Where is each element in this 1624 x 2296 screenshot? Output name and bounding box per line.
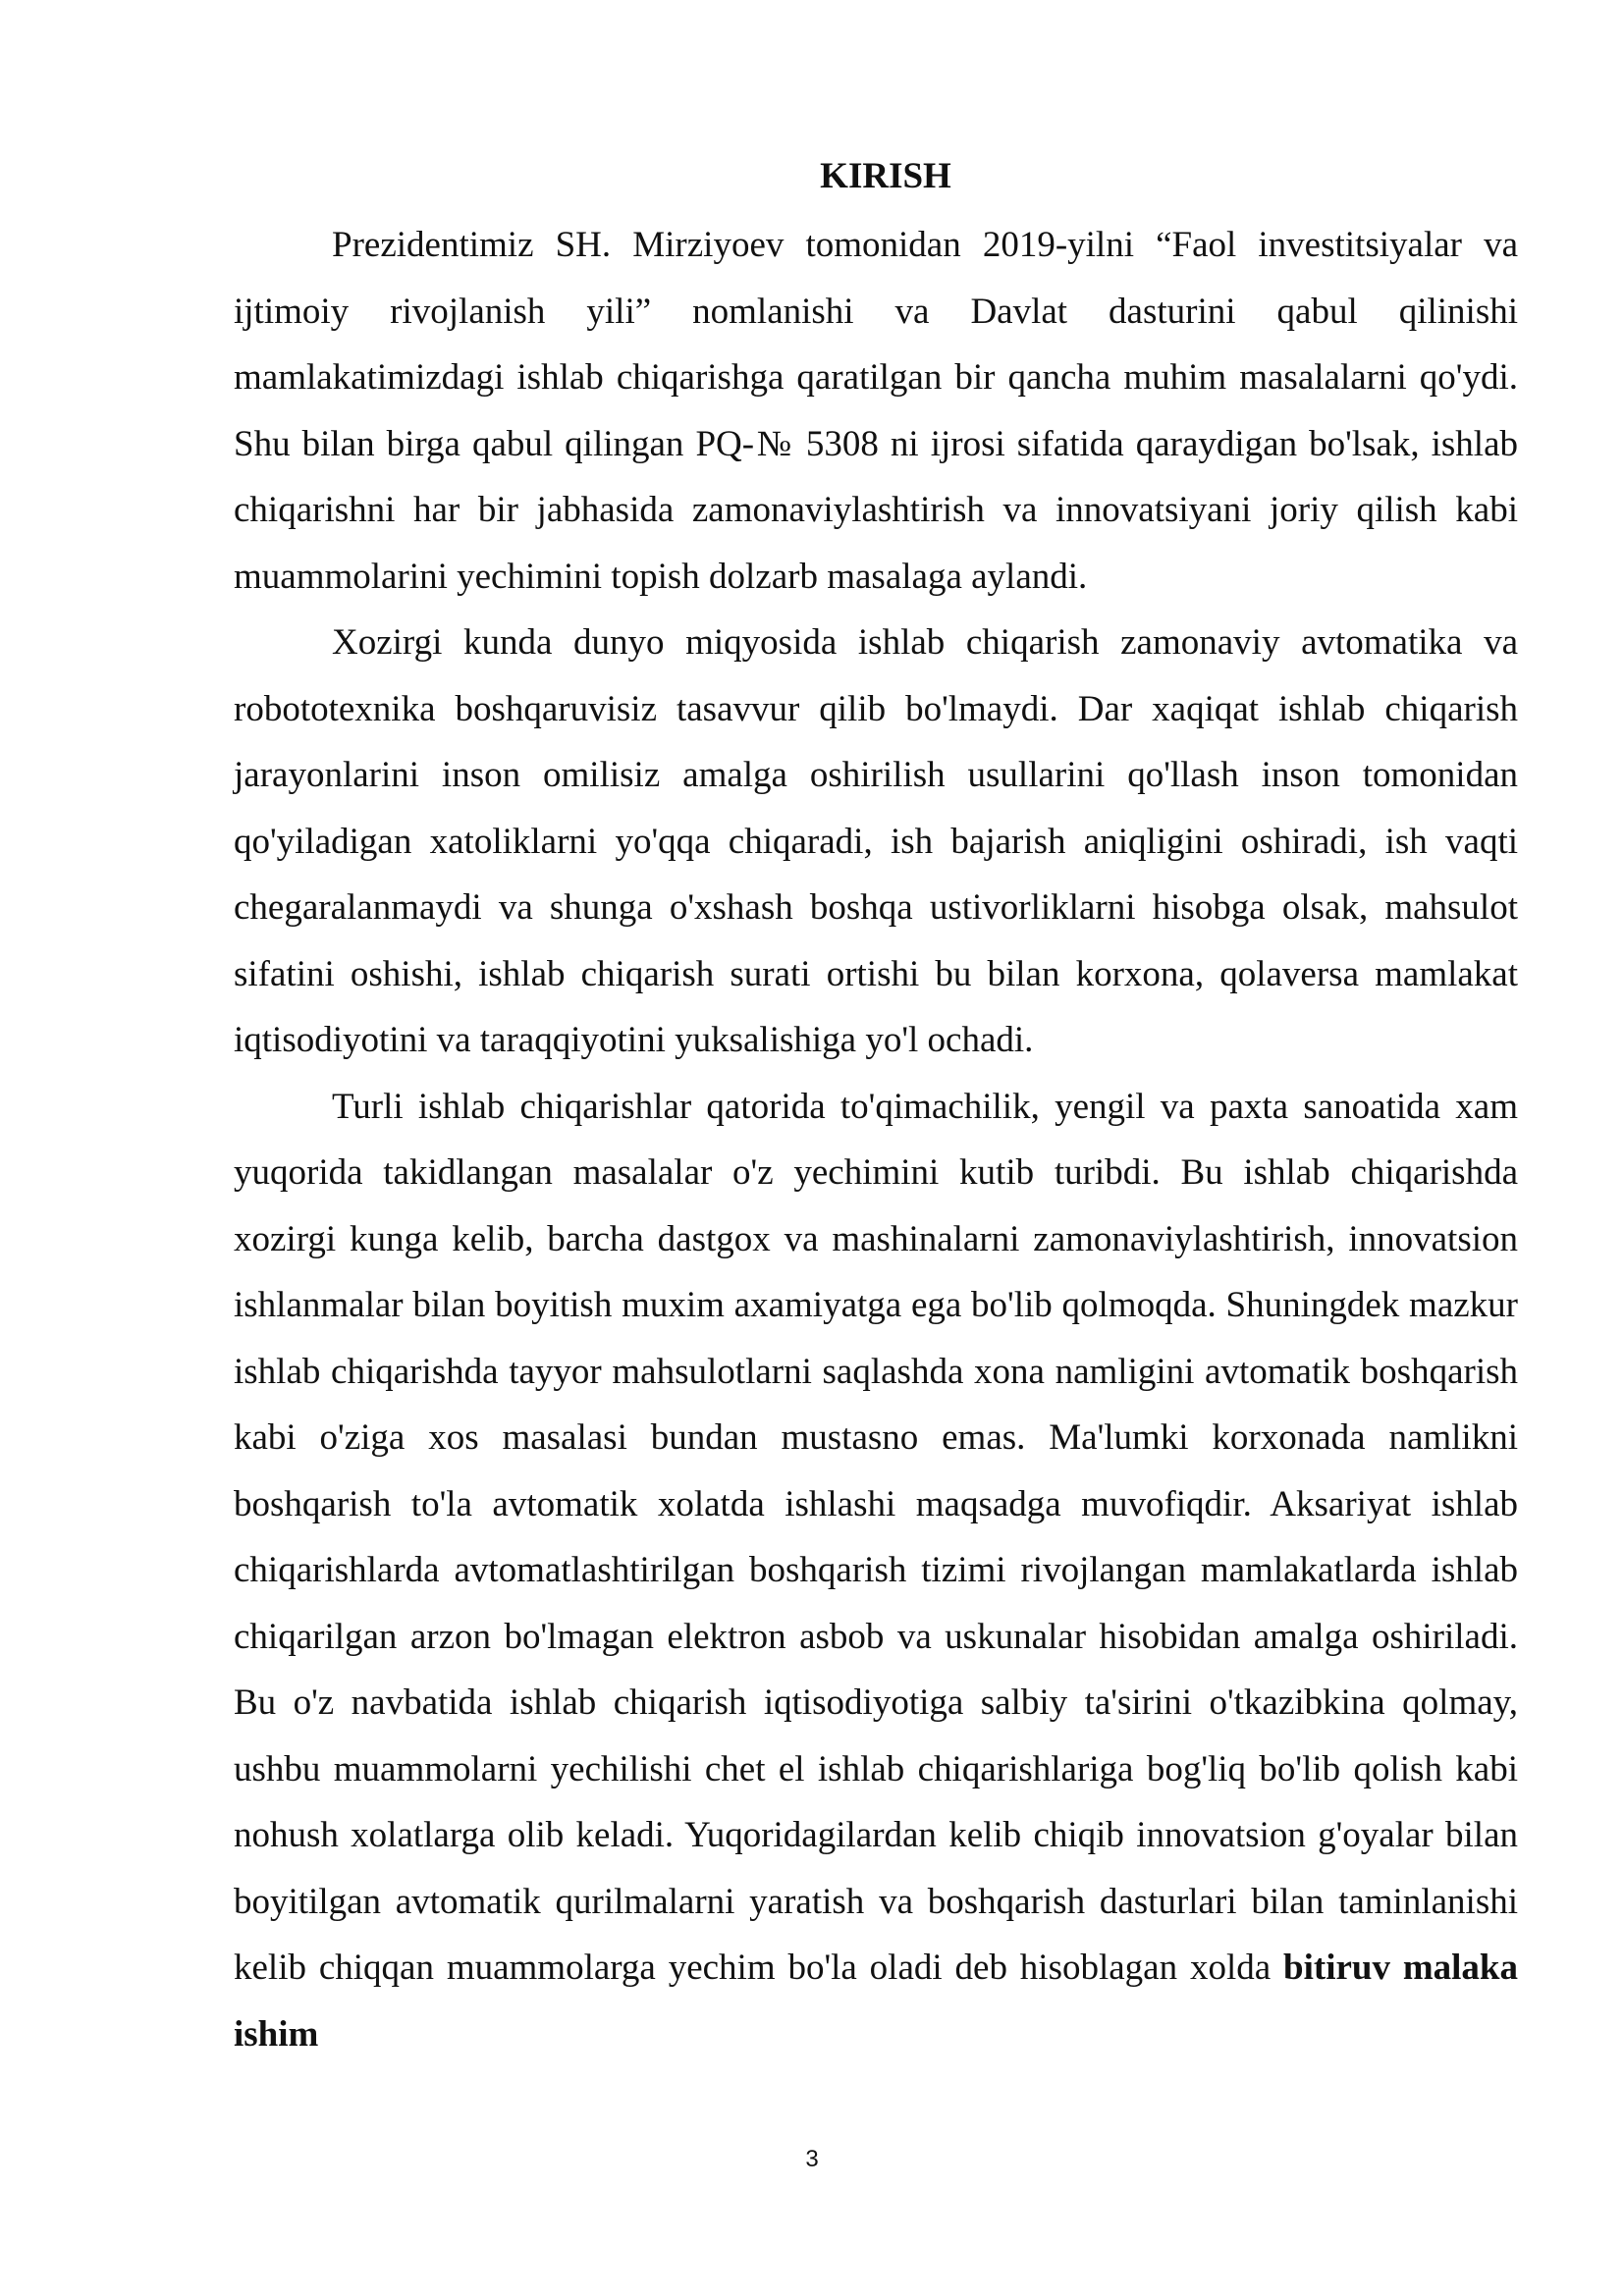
- page-content: [234, 147, 1518, 2067]
- paragraph-3: [234, 1074, 1518, 2068]
- paragraph-1: Prezidentimiz SH. Mirziyoev tomonidan 2019-yilni “Faol investitsiyalar va ijtimoiy rivojlanish yili” nomlanishi va Davlat dasturini qabul qilinishi mamlakatimizdagi ishlab chiqarishga qaratilgan bir qancha muhim masalalarni qo'ydi. Shu bilan birga qabul qilingan PQ-№ 5308 ni ijrosi sifatida qaraydigan bo'lsak, ishlab chiqarishni har bir jabhasida zamonaviylashtirish va innovatsiyani joriy qilish kabi muammolarini yechimini topish dolzarb masalaga aylandi.: [234, 225, 1518, 597]
- page-number: 3: [805, 2146, 819, 2172]
- paragraph-2: Xozirgi kunda dunyo miqyosida ishlab chiqarish zamonaviy avtomatika va robototexnika boshqaruvisiz tasavvur qilib bo'lmaydi. Dar xaqiqat ishlab chiqarish jarayonlarini inson omilisiz amalga oshirilish usullarini qo'llash inson tomonidan qo'yiladigan xatoliklarni yo'qqa chiqaradi, ish bajarish aniqligini oshiradi, ish vaqti chegaralanmaydi va shunga o'xshash boshqa ustivorliklarni hisobga olsak, mahsulot sifatini oshishi, ishlab chiqarish surati ortishi bu bilan korxona, qolaversa mamlakat iqtisodiyotini va taraqqiyotini yuksalishiga yo'l ochadi.: [234, 622, 1518, 1060]
- paragraph-3-text: Turli ishlab chiqarishlar qatorida to'qimachilik, yengil va paxta sanoatida xam yuqorida takidlangan masalalar o'z yechimini kutib turibdi. Bu ishlab chiqarishda xozirgi kunga kelib, barcha dastgox va mashinalarni zamonaviylashtirish, innovatsion ishlanmalar bilan boyitish muxim axamiyatga ega bo'lib qolmoqda. Shuningdek mazkur ishlab chiqarishda tayyor mahsulotlarni saqlashda xona namligini avtomatik boshqarish kabi o'ziga xos masalasi bundan mustasno emas. Ma'lumki korxonada namlikni boshqarish to'la avtomatik xolatda ishlashi maqsadga muvofiqdir. Aksariyat ishlab chiqarishlarda avtomatlashtirilgan boshqarish tizimi rivojlangan mamlakatlarda ishlab chiqarilgan arzon bo'lmagan elektron asbob va uskunalar hisobidan amalga oshiriladi. Bu o'z navbatida ishlab chiqarish iqtisodiyotiga salbiy ta'sirini o'tkazibkina qolmay, ushbu muammolarni yechilishi chet el ishlab chiqarishlariga bog'liq bo'lib qolish kabi nohush xolatlarga olib keladi. Yuqoridagilardan kelib chiqib innovatsion g'oyalar bilan boyitilgan avtomatik qurilmalarni yaratish va boshqarish dasturlari bilan taminlanishi kelib chiqqan muammolarga yechim bo'la oladi deb hisoblagan xolda: [234, 1086, 1518, 1988]
- section-heading: KIRISH: [820, 156, 951, 196]
- paragraph-3-bold-phrase: bitiruv malaka ishim: [234, 1948, 1519, 2055]
